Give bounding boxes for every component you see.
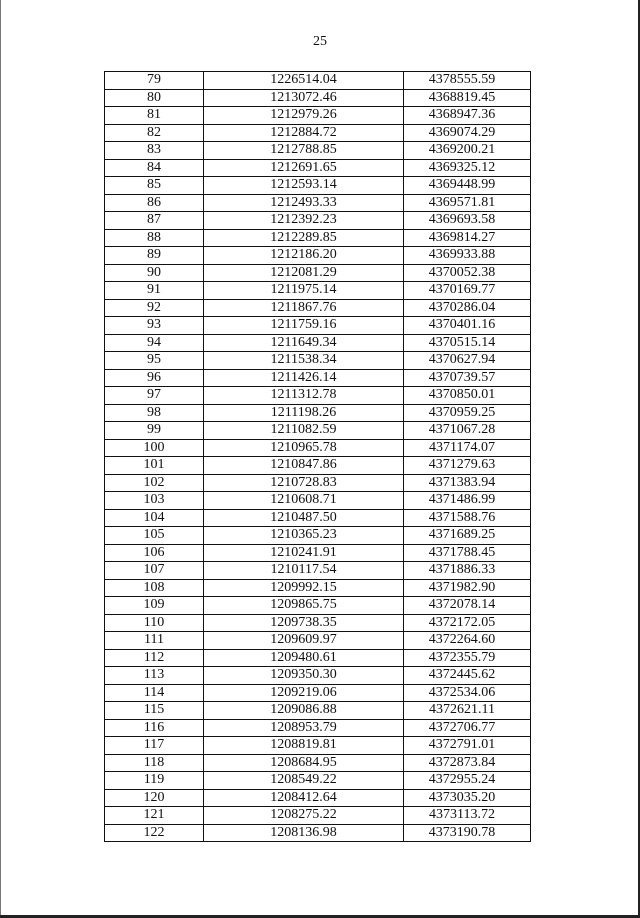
point-number-cell: 115 xyxy=(105,702,204,720)
x-coordinate-cell: 1210241.91 xyxy=(204,544,404,562)
x-coordinate-cell: 1208275.22 xyxy=(204,807,404,825)
table-row xyxy=(105,247,531,265)
y-coordinate-cell: 4370850.01 xyxy=(404,387,531,405)
x-coordinate-cell: 1209738.35 xyxy=(204,614,404,632)
x-coordinate-cell: 1212884.72 xyxy=(204,124,404,142)
y-coordinate-cell: 4369074.29 xyxy=(404,124,531,142)
x-coordinate-cell: 1211759.16 xyxy=(204,317,404,335)
table-row xyxy=(105,334,531,352)
scan-border-left xyxy=(0,0,1,918)
point-number-cell: 90 xyxy=(105,264,204,282)
table-row xyxy=(105,107,531,125)
table-row xyxy=(105,509,531,527)
point-number-cell: 109 xyxy=(105,597,204,615)
table-row xyxy=(105,352,531,370)
table-row xyxy=(105,299,531,317)
x-coordinate-cell: 1210728.83 xyxy=(204,474,404,492)
y-coordinate-cell: 4372355.79 xyxy=(404,649,531,667)
x-coordinate-cell: 1210847.86 xyxy=(204,457,404,475)
point-number-cell: 117 xyxy=(105,737,204,755)
x-coordinate-cell: 1211082.59 xyxy=(204,422,404,440)
table-row xyxy=(105,177,531,195)
y-coordinate-cell: 4372534.06 xyxy=(404,684,531,702)
x-coordinate-cell: 1211198.26 xyxy=(204,404,404,422)
y-coordinate-cell: 4372078.14 xyxy=(404,597,531,615)
y-coordinate-cell: 4372445.62 xyxy=(404,667,531,685)
point-number-cell: 82 xyxy=(105,124,204,142)
y-coordinate-cell: 4371486.99 xyxy=(404,492,531,510)
table-row xyxy=(105,719,531,737)
table-row xyxy=(105,212,531,230)
point-number-cell: 111 xyxy=(105,632,204,650)
table-row xyxy=(105,772,531,790)
point-number-cell: 103 xyxy=(105,492,204,510)
y-coordinate-cell: 4372172.05 xyxy=(404,614,531,632)
x-coordinate-cell: 1209350.30 xyxy=(204,667,404,685)
y-coordinate-cell: 4371982.90 xyxy=(404,579,531,597)
table-row xyxy=(105,597,531,615)
y-coordinate-cell: 4370515.14 xyxy=(404,334,531,352)
table-row xyxy=(105,789,531,807)
y-coordinate-cell: 4368819.45 xyxy=(404,89,531,107)
y-coordinate-cell: 4372264.60 xyxy=(404,632,531,650)
table-row xyxy=(105,649,531,667)
y-coordinate-cell: 4373190.78 xyxy=(404,824,531,842)
x-coordinate-cell: 1211426.14 xyxy=(204,369,404,387)
x-coordinate-cell: 1209086.88 xyxy=(204,702,404,720)
x-coordinate-cell: 1212788.85 xyxy=(204,142,404,160)
x-coordinate-cell: 1212493.33 xyxy=(204,194,404,212)
point-number-cell: 100 xyxy=(105,439,204,457)
point-number-cell: 99 xyxy=(105,422,204,440)
x-coordinate-cell: 1213072.46 xyxy=(204,89,404,107)
point-number-cell: 110 xyxy=(105,614,204,632)
table-row xyxy=(105,474,531,492)
point-number-cell: 86 xyxy=(105,194,204,212)
table-row xyxy=(105,614,531,632)
x-coordinate-cell: 1210365.23 xyxy=(204,527,404,545)
point-number-cell: 121 xyxy=(105,807,204,825)
point-number-cell: 102 xyxy=(105,474,204,492)
table-row xyxy=(105,142,531,160)
point-number-cell: 81 xyxy=(105,107,204,125)
point-number-cell: 94 xyxy=(105,334,204,352)
table-row xyxy=(105,632,531,650)
x-coordinate-cell: 1209992.15 xyxy=(204,579,404,597)
table-row xyxy=(105,824,531,842)
y-coordinate-cell: 4370169.77 xyxy=(404,282,531,300)
x-coordinate-cell: 1209609.97 xyxy=(204,632,404,650)
table-row xyxy=(105,282,531,300)
y-coordinate-cell: 4371279.63 xyxy=(404,457,531,475)
y-coordinate-cell: 4369814.27 xyxy=(404,229,531,247)
x-coordinate-cell: 1211312.78 xyxy=(204,387,404,405)
table-row xyxy=(105,159,531,177)
table-row xyxy=(105,404,531,422)
table-row xyxy=(105,439,531,457)
y-coordinate-cell: 4371067.28 xyxy=(404,422,531,440)
table-row xyxy=(105,737,531,755)
point-number-cell: 98 xyxy=(105,404,204,422)
point-number-cell: 112 xyxy=(105,649,204,667)
x-coordinate-cell: 1208412.64 xyxy=(204,789,404,807)
y-coordinate-cell: 4369571.81 xyxy=(404,194,531,212)
x-coordinate-cell: 1212392.23 xyxy=(204,212,404,230)
x-coordinate-cell: 1212691.65 xyxy=(204,159,404,177)
y-coordinate-cell: 4371788.45 xyxy=(404,544,531,562)
y-coordinate-cell: 4369448.99 xyxy=(404,177,531,195)
point-number-cell: 116 xyxy=(105,719,204,737)
point-number-cell: 84 xyxy=(105,159,204,177)
y-coordinate-cell: 4371174.07 xyxy=(404,439,531,457)
x-coordinate-cell: 1211867.76 xyxy=(204,299,404,317)
point-number-cell: 80 xyxy=(105,89,204,107)
table-row xyxy=(105,387,531,405)
table-row xyxy=(105,544,531,562)
y-coordinate-cell: 4370286.04 xyxy=(404,299,531,317)
point-number-cell: 93 xyxy=(105,317,204,335)
table-row xyxy=(105,562,531,580)
x-coordinate-cell: 1210608.71 xyxy=(204,492,404,510)
x-coordinate-cell: 1208684.95 xyxy=(204,754,404,772)
y-coordinate-cell: 4371588.76 xyxy=(404,509,531,527)
x-coordinate-cell: 1208953.79 xyxy=(204,719,404,737)
y-coordinate-cell: 4370627.94 xyxy=(404,352,531,370)
point-number-cell: 106 xyxy=(105,544,204,562)
x-coordinate-cell: 1212979.26 xyxy=(204,107,404,125)
point-number-cell: 85 xyxy=(105,177,204,195)
y-coordinate-cell: 4371689.25 xyxy=(404,527,531,545)
table-row xyxy=(105,89,531,107)
point-number-cell: 83 xyxy=(105,142,204,160)
point-number-cell: 91 xyxy=(105,282,204,300)
table-row xyxy=(105,684,531,702)
x-coordinate-cell: 1209480.61 xyxy=(204,649,404,667)
point-number-cell: 119 xyxy=(105,772,204,790)
table-row xyxy=(105,124,531,142)
point-number-cell: 108 xyxy=(105,579,204,597)
table-row xyxy=(105,229,531,247)
table-row xyxy=(105,527,531,545)
page-number: 25 xyxy=(313,34,327,49)
point-number-cell: 79 xyxy=(105,72,204,90)
table-row xyxy=(105,264,531,282)
x-coordinate-cell: 1210487.50 xyxy=(204,509,404,527)
table-row xyxy=(105,667,531,685)
table-row xyxy=(105,807,531,825)
point-number-cell: 104 xyxy=(105,509,204,527)
y-coordinate-cell: 4373035.20 xyxy=(404,789,531,807)
table-row xyxy=(105,702,531,720)
table-row xyxy=(105,579,531,597)
x-coordinate-cell: 1210965.78 xyxy=(204,439,404,457)
y-coordinate-cell: 4369693.58 xyxy=(404,212,531,230)
y-coordinate-cell: 4371886.33 xyxy=(404,562,531,580)
point-number-cell: 114 xyxy=(105,684,204,702)
y-coordinate-cell: 4372873.84 xyxy=(404,754,531,772)
x-coordinate-cell: 1211538.34 xyxy=(204,352,404,370)
x-coordinate-cell: 1208136.98 xyxy=(204,824,404,842)
y-coordinate-cell: 4369325.12 xyxy=(404,159,531,177)
point-number-cell: 92 xyxy=(105,299,204,317)
point-number-cell: 118 xyxy=(105,754,204,772)
point-number-cell: 95 xyxy=(105,352,204,370)
y-coordinate-cell: 4378555.59 xyxy=(404,72,531,90)
table-row xyxy=(105,492,531,510)
table-row xyxy=(105,754,531,772)
x-coordinate-cell: 1212186.20 xyxy=(204,247,404,265)
x-coordinate-cell: 1208819.81 xyxy=(204,737,404,755)
x-coordinate-cell: 1212289.85 xyxy=(204,229,404,247)
y-coordinate-cell: 4372706.77 xyxy=(404,719,531,737)
y-coordinate-cell: 4369933.88 xyxy=(404,247,531,265)
y-coordinate-cell: 4368947.36 xyxy=(404,107,531,125)
x-coordinate-cell: 1212081.29 xyxy=(204,264,404,282)
x-coordinate-cell: 1211649.34 xyxy=(204,334,404,352)
coordinates-table-body xyxy=(105,72,531,842)
point-number-cell: 96 xyxy=(105,369,204,387)
y-coordinate-cell: 4372791.01 xyxy=(404,737,531,755)
point-number-cell: 113 xyxy=(105,667,204,685)
y-coordinate-cell: 4370959.25 xyxy=(404,404,531,422)
x-coordinate-cell: 1211975.14 xyxy=(204,282,404,300)
y-coordinate-cell: 4371383.94 xyxy=(404,474,531,492)
y-coordinate-cell: 4372621.11 xyxy=(404,702,531,720)
table-row xyxy=(105,72,531,90)
table-row xyxy=(105,194,531,212)
point-number-cell: 122 xyxy=(105,824,204,842)
table-row xyxy=(105,422,531,440)
table-row xyxy=(105,369,531,387)
x-coordinate-cell: 1209219.06 xyxy=(204,684,404,702)
x-coordinate-cell: 1208549.22 xyxy=(204,772,404,790)
x-coordinate-cell: 1210117.54 xyxy=(204,562,404,580)
y-coordinate-cell: 4370052.38 xyxy=(404,264,531,282)
point-number-cell: 88 xyxy=(105,229,204,247)
point-number-cell: 97 xyxy=(105,387,204,405)
y-coordinate-cell: 4370739.57 xyxy=(404,369,531,387)
y-coordinate-cell: 4369200.21 xyxy=(404,142,531,160)
x-coordinate-cell: 1212593.14 xyxy=(204,177,404,195)
point-number-cell: 87 xyxy=(105,212,204,230)
point-number-cell: 120 xyxy=(105,789,204,807)
x-coordinate-cell: 1209865.75 xyxy=(204,597,404,615)
point-number-cell: 105 xyxy=(105,527,204,545)
point-number-cell: 89 xyxy=(105,247,204,265)
table-row xyxy=(105,317,531,335)
x-coordinate-cell: 1226514.04 xyxy=(204,72,404,90)
y-coordinate-cell: 4372955.24 xyxy=(404,772,531,790)
point-number-cell: 101 xyxy=(105,457,204,475)
point-number-cell: 107 xyxy=(105,562,204,580)
coordinates-table xyxy=(104,71,531,842)
y-coordinate-cell: 4373113.72 xyxy=(404,807,531,825)
table-row xyxy=(105,457,531,475)
y-coordinate-cell: 4370401.16 xyxy=(404,317,531,335)
